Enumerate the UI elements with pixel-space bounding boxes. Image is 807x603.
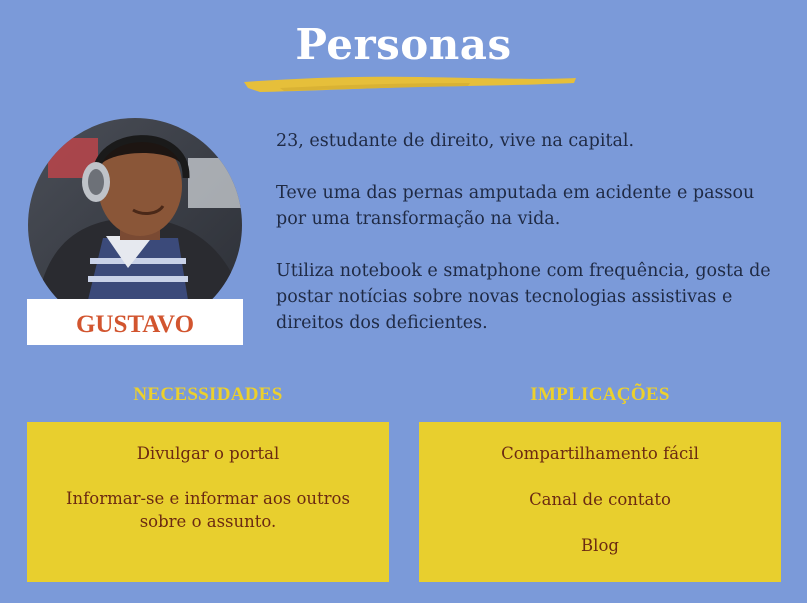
implications-card bbox=[419, 422, 781, 582]
bio-line-habits: Utiliza notebook e smatphone com frequência, gosta de postar notícias sobre novas tecnologias assistivas e direitos dos deficientes. bbox=[276, 261, 771, 333]
persona-name: GUSTAVO bbox=[27, 299, 243, 345]
implications-item: Blog bbox=[581, 536, 619, 555]
persona-bio bbox=[276, 128, 796, 362]
implications-item: Compartilhamento fácil bbox=[501, 444, 699, 463]
implications-title: IMPLICAÇÕES bbox=[530, 384, 670, 405]
page-title: Personas bbox=[295, 20, 512, 69]
implications-item: Canal de contato bbox=[529, 490, 671, 509]
bio-line-story: Teve uma das pernas amputada em acidente e passou por uma transformação na vida. bbox=[276, 183, 755, 229]
needs-item: Divulgar o portal bbox=[136, 444, 280, 463]
needs-title: NECESSIDADES bbox=[133, 384, 283, 405]
title-underline-brush bbox=[240, 72, 580, 96]
persona-photo bbox=[28, 118, 242, 300]
needs-item: Informar-se e informar aos outros sobre o assunto. bbox=[66, 489, 350, 531]
needs-card bbox=[27, 422, 389, 582]
bio-line-age: 23, estudante de direito, vive na capital. bbox=[276, 131, 635, 151]
